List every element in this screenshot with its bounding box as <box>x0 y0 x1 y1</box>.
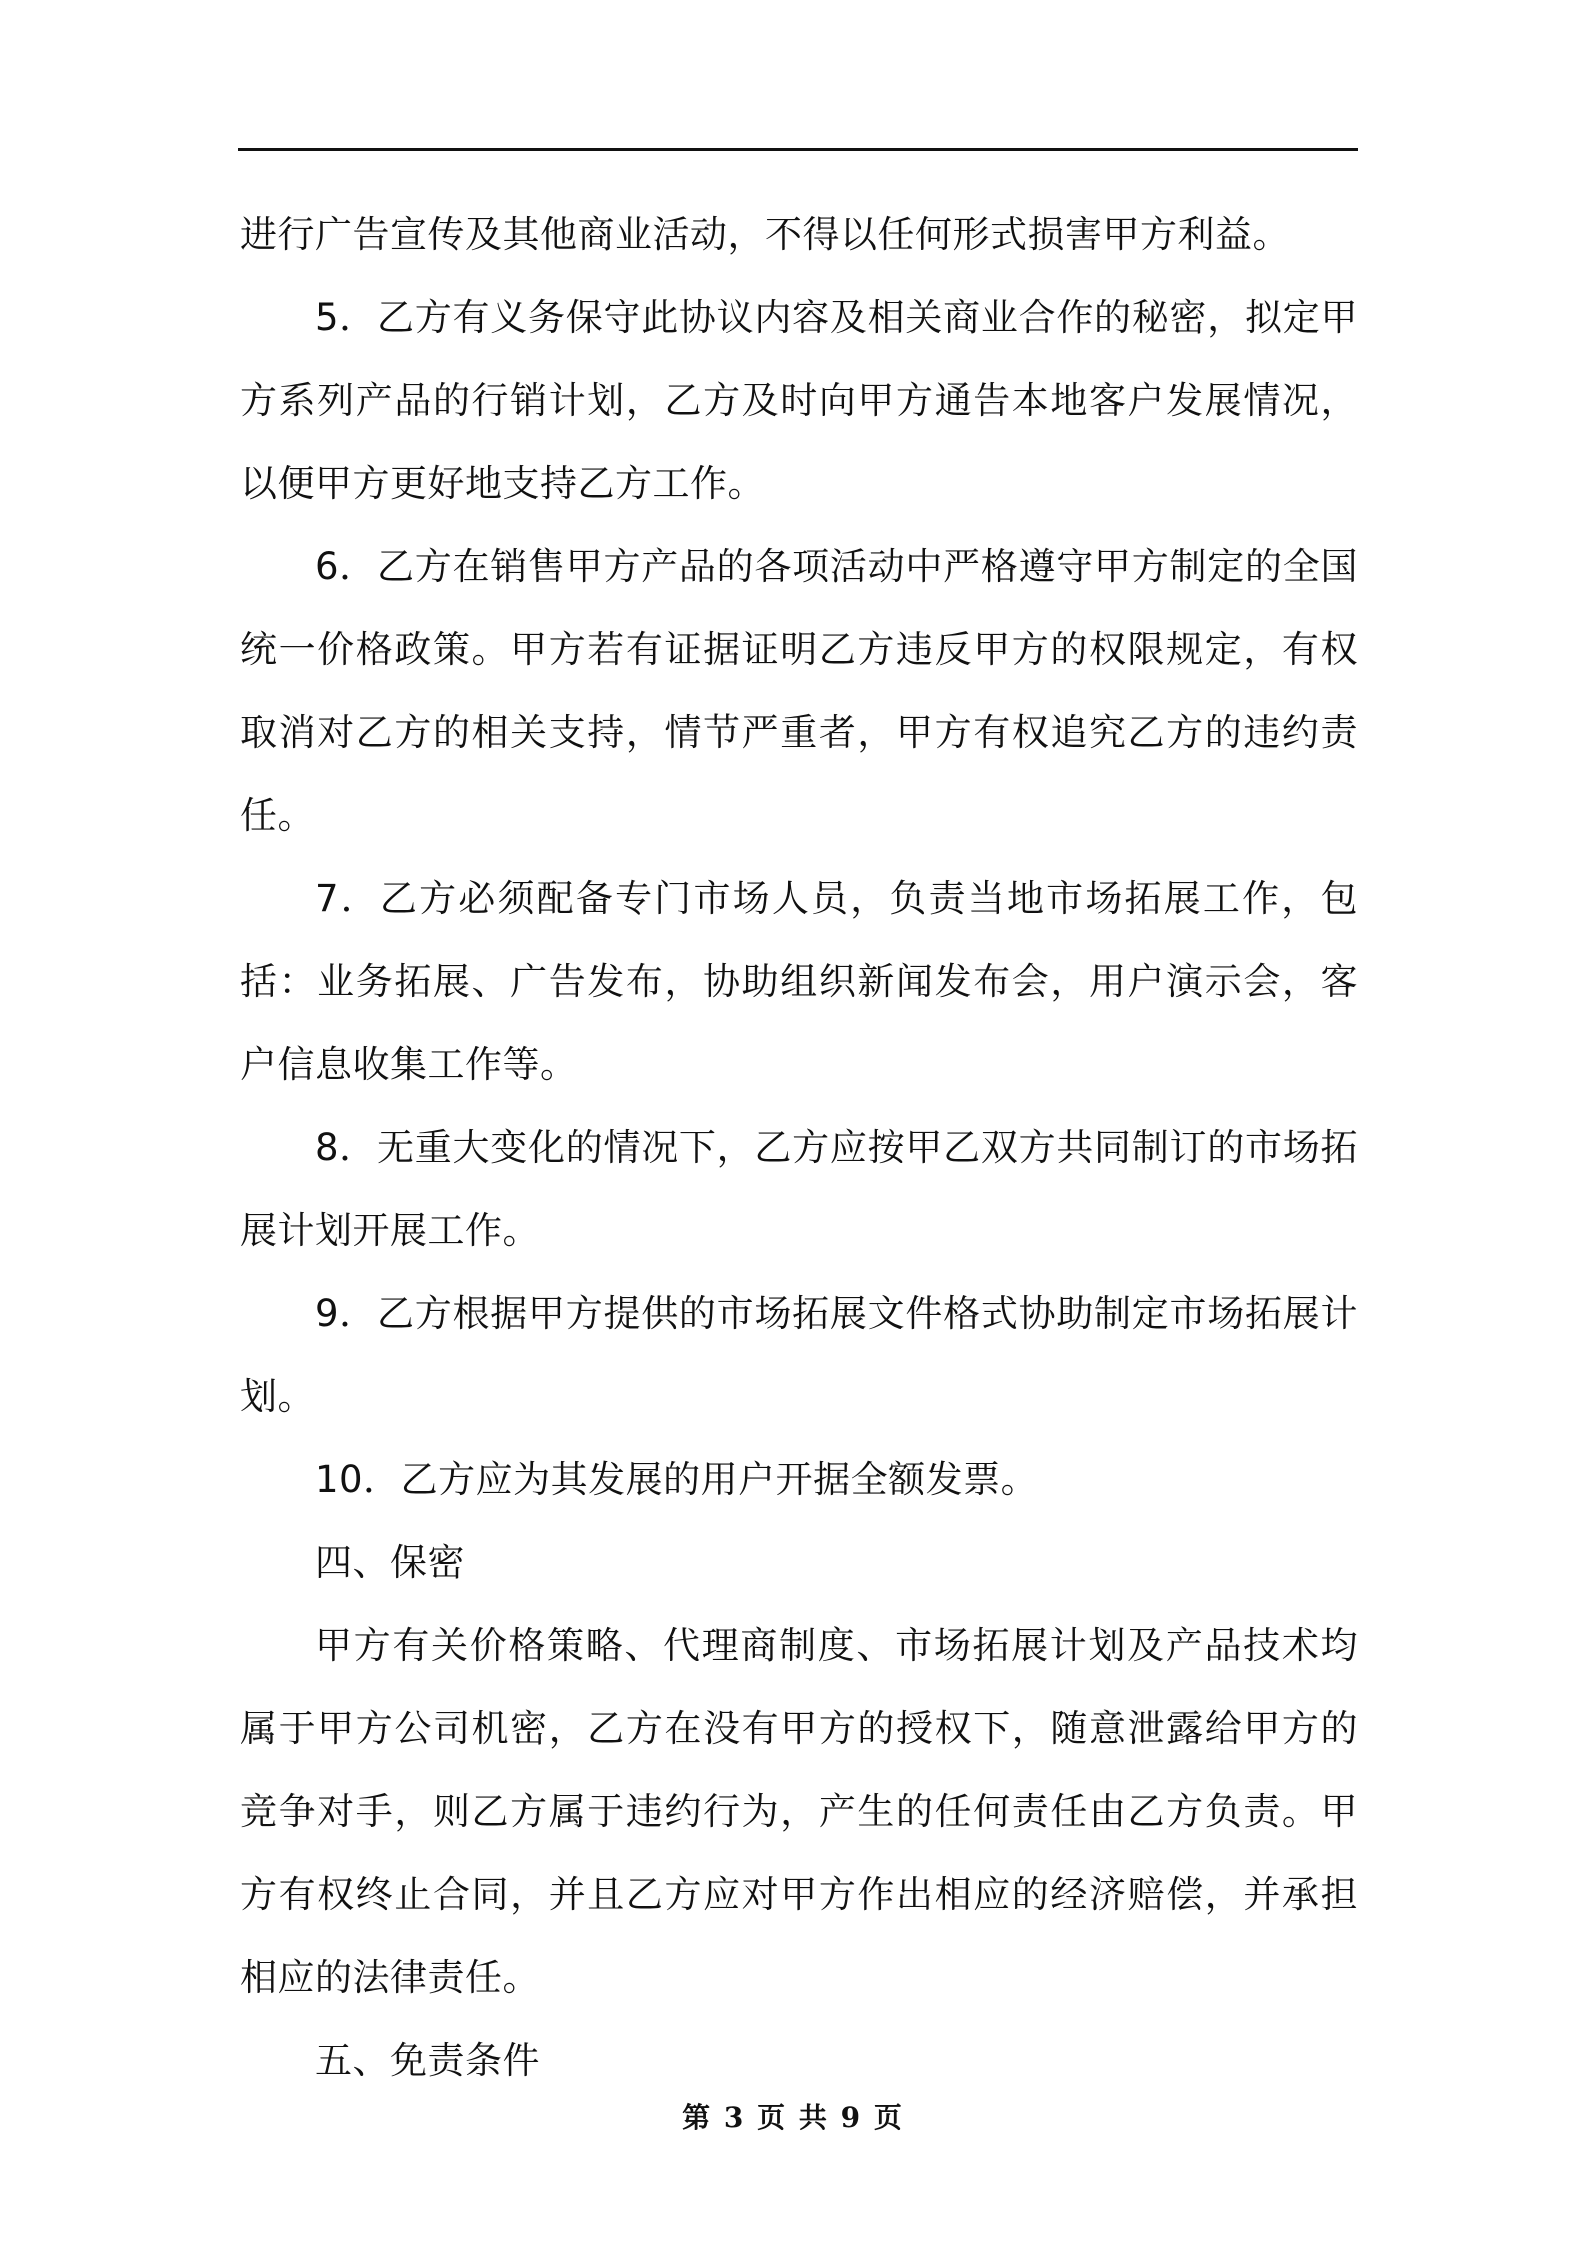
paragraph-confidentiality: 甲方有关价格策略、代理商制度、市场拓展计划及产品技术均属于甲方公司机密，乙方在没有甲方的授权下，随意泄露给甲方的竞争对手，则乙方属于违约行为，产生的任何责任由乙方负责。甲方有权终止合同，并且乙方应对甲方作出相应的经济赔偿，并承担相应的法律责任。 <box>240 1624 1358 1999</box>
section-heading-confidentiality: 四、保密 <box>315 1541 465 1584</box>
paragraph-item-9: 9．乙方根据甲方提供的市场拓展文件格式协助制定市场拓展计划。 <box>240 1292 1358 1418</box>
document-body <box>240 193 1358 2102</box>
page-number-footer: 第 3 页 共 9 页 <box>682 2101 904 2134</box>
header-rule <box>238 148 1358 151</box>
paragraph-item-5: 5．乙方有义务保守此协议内容及相关商业合作的秘密，拟定甲方系列产品的行销计划，乙方及时向甲方通告本地客户发展情况，以便甲方更好地支持乙方工作。 <box>240 296 1358 505</box>
section-heading-exemption: 五、免责条件 <box>315 2039 540 2082</box>
paragraph-item-6: 6．乙方在销售甲方产品的各项活动中严格遵守甲方制定的全国统一价格政策。甲方若有证据证明乙方违反甲方的权限规定，有权取消对乙方的相关支持，情节严重者，甲方有权追究乙方的违约责任。 <box>240 545 1358 837</box>
paragraph-item-10: 10．乙方应为其发展的用户开据全额发票。 <box>315 1458 1039 1501</box>
paragraph-continuation: 进行广告宣传及其他商业活动，不得以任何形式损害甲方利益。 <box>240 213 1290 256</box>
paragraph-item-8: 8．无重大变化的情况下，乙方应按甲乙双方共同制订的市场拓展计划开展工作。 <box>240 1126 1358 1252</box>
paragraph-item-7: 7．乙方必须配备专门市场人员，负责当地市场拓展工作，包括：业务拓展、广告发布，协助组织新闻发布会，用户演示会，客户信息收集工作等。 <box>240 877 1358 1086</box>
